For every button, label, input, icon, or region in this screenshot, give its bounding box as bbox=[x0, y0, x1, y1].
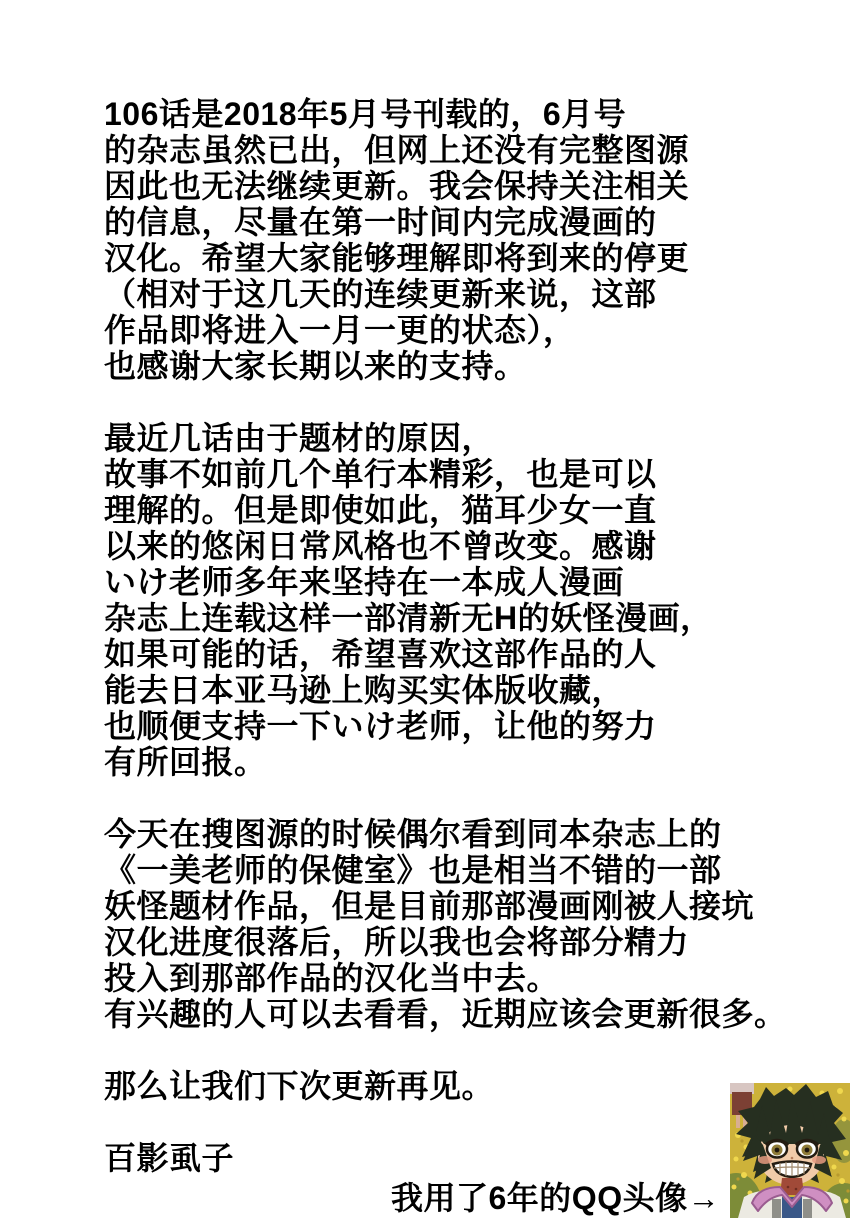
text-line: 106话是2018年5月号刊载的，6月号 bbox=[104, 96, 627, 132]
qq-avatar-girl-illustration bbox=[730, 1083, 850, 1218]
paragraph-farewell bbox=[104, 1068, 804, 1104]
text-line: 今天在搜图源的时候偶尔看到同本杂志上的 bbox=[104, 816, 722, 852]
text-line: 也顺便支持一下いけ老师，让他的努力 bbox=[104, 708, 657, 744]
text-line: 最近几话由于题材的原因， bbox=[104, 420, 495, 456]
text-line: 因此也无法继续更新。我会保持关注相关 bbox=[104, 168, 690, 204]
qq-avatar-image bbox=[730, 1083, 850, 1218]
avatar-caption: 我用了6年的QQ头像→ bbox=[391, 1180, 721, 1216]
paragraph-other-work bbox=[104, 816, 804, 1032]
text-line: 如果可能的话，希望喜欢这部作品的人 bbox=[104, 636, 657, 672]
text-line: 的信息，尽量在第一时间内完成漫画的 bbox=[104, 204, 657, 240]
text-line: 妖怪题材作品，但是目前那部漫画刚被人接坑 bbox=[104, 888, 755, 924]
text-line: 汉化进度很落后，所以我也会将部分精力 bbox=[104, 924, 690, 960]
signature bbox=[104, 1140, 804, 1176]
text-line: 有所回报。 bbox=[104, 744, 267, 780]
text-line: 杂志上连载这样一部清新无H的妖怪漫画， bbox=[104, 600, 713, 636]
text-line: 有兴趣的人可以去看看，近期应该会更新很多。 bbox=[104, 996, 787, 1032]
text-line: 汉化。希望大家能够理解即将到来的停更 bbox=[104, 240, 690, 276]
paragraph-series-thoughts bbox=[104, 420, 804, 780]
text-line: 作品即将进入一月一更的状态）， bbox=[104, 312, 576, 348]
text-line: 的杂志虽然已出，但网上还没有完整图源 bbox=[104, 132, 690, 168]
note-text bbox=[104, 96, 804, 1176]
text-line: 故事不如前几个单行本精彩，也是可以 bbox=[104, 456, 657, 492]
text-line: 也感谢大家长期以来的支持。 bbox=[104, 348, 527, 384]
text-line: 《一美老师的保健室》也是相当不错的一部 bbox=[104, 852, 722, 888]
text-line: （相对于这几天的连续更新来说，这部 bbox=[104, 276, 657, 312]
text-line: 投入到那部作品的汉化当中去。 bbox=[104, 960, 560, 996]
text-line: 百影虱子 bbox=[104, 1140, 235, 1176]
paragraph-update-status bbox=[104, 96, 804, 384]
text-line: 能去日本亚马逊上购买实体版收藏， bbox=[104, 672, 625, 708]
text-line: 理解的。但是即使如此，猫耳少女一直 bbox=[104, 492, 657, 528]
text-line: いけ老师多年来坚持在一本成人漫画 bbox=[104, 564, 625, 600]
text-line: 那么让我们下次更新再见。 bbox=[104, 1068, 495, 1104]
text-line: 以来的悠闲日常风格也不曾改变。感谢 bbox=[104, 528, 657, 564]
